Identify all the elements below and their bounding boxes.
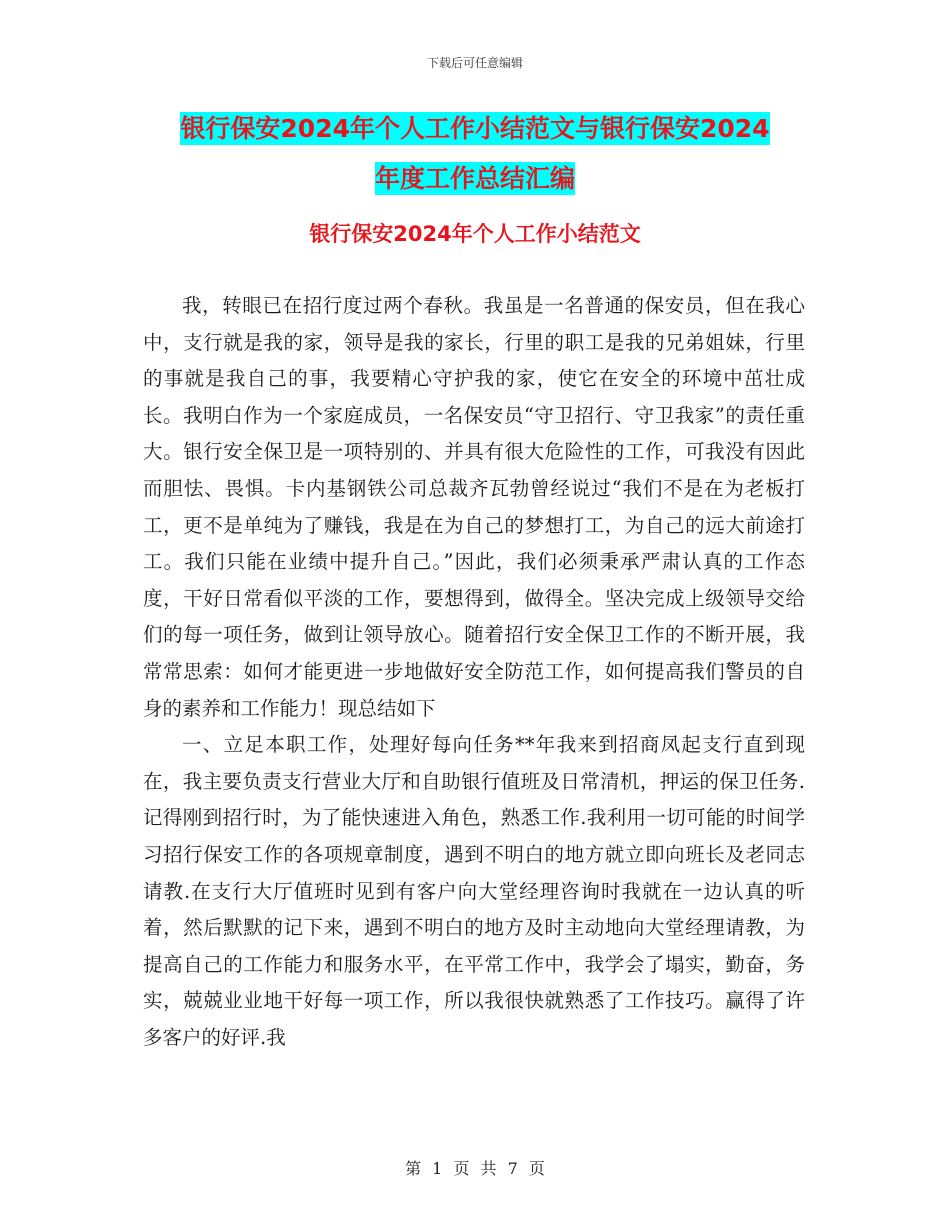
header-note: 下载后可任意编辑 <box>426 56 523 70</box>
section-title: 银行保安2024年个人工作小结范文 <box>309 222 641 246</box>
document-title <box>140 104 810 204</box>
page-number: 第 1 页 共 7 页 <box>405 1159 545 1178</box>
paragraph-1: 我，转眼已在招行度过两个春秋。我虽是一名普通的保安员，但在我心中，支行就是我的家，领导是我的家长，行里的职工是我的兄弟姐妹，行里的事就是我自己的事，我要精心守护我的家，使它在安全的环境中茁壮成长。我明白作为一个家庭成员，一名保安员“守卫招行、守卫我家”的责任重大。银行安全保卫是一项特别的、并具有很大危险性的工作，可我没有因此而胆怯、畏惧。卡内基钢铁公司总裁齐瓦勃曾经说过“我们不是在为老板打工，更不是单纯为了赚钱，我是在为自己的梦想打工，为自己的远大前途打工。我们只能在业绩中提升自己。”因此，我们必须秉承严肃认真的工作态度，干好日常看似平淡的工作，要想得到，做得全。坚决完成上级领导交给们的每一项任务，做到让领导放心。随着招行安全保卫工作的不断开展，我常常思索：如何才能更进一步地做好安全防范工作，如何提高我们警员的自身的素养和工作能力！现总结如下 <box>143 294 805 720</box>
title-line-2: 年度工作总结汇编 <box>374 164 575 193</box>
title-line-1: 银行保安2024年个人工作小结范文与银行保安2024 <box>180 114 770 143</box>
paragraph-2: 一、立足本职工作，处理好每向任务**年我来到招商凤起支行直到现在，我主要负责支行营业大厅和自助银行值班及日常清机，押运的保卫任务.记得刚到招行时，为了能快速进入角色，熟悉工作.我利用一切可能的时间学习招行保安工作的各项规章制度，遇到不明白的地方就立即向班长及老同志请教.在支行大厅值班时见到有客户向大堂经理咨询时我就在一边认真的听着，然后默默的记下来，遇到不明白的地方及时主动地向大堂经理请教，为提高自己的工作能力和服务水平，在平常工作中，我学会了塌实，勤奋，务实，兢兢业业地干好每一项工作，所以我很快就熟悉了工作技巧。赢得了许多客户的好评.我 <box>143 733 805 1049</box>
document-body <box>143 288 805 1056</box>
